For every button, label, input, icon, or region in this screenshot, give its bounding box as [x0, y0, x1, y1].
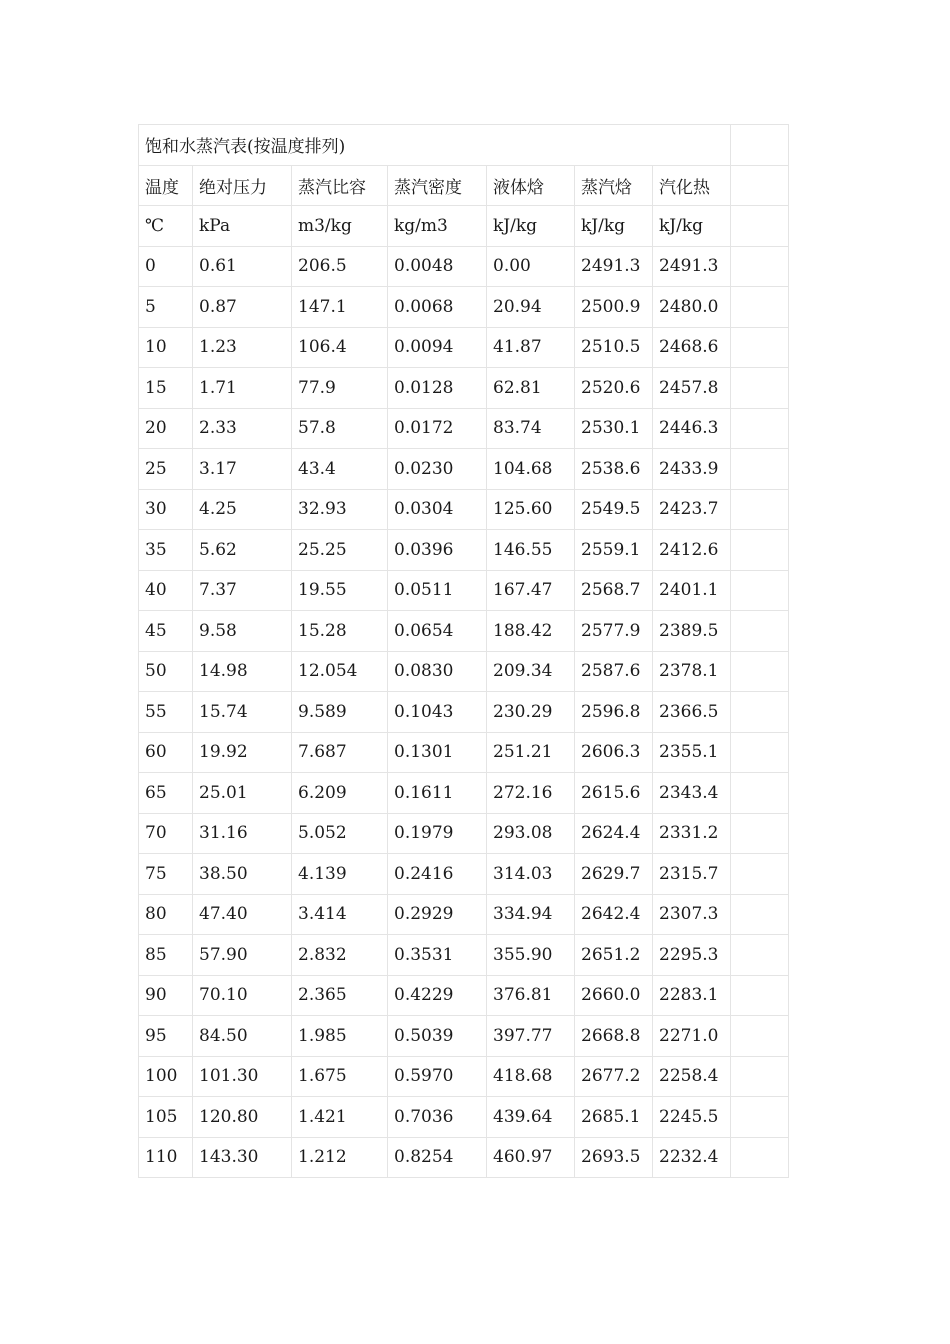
cell-absolute-pressure: 19.92 [193, 732, 292, 773]
cell-steam-density: 0.8254 [388, 1137, 487, 1178]
cell-temperature: 105 [139, 1097, 193, 1138]
cell-latent-heat: 2343.4 [653, 773, 731, 814]
cell-absolute-pressure: 4.25 [193, 489, 292, 530]
cell-latent-heat: 2468.6 [653, 327, 731, 368]
cell-latent-heat: 2315.7 [653, 854, 731, 895]
cell-liquid-enthalpy: 376.81 [487, 975, 575, 1016]
empty-cell [731, 125, 789, 166]
table-row [139, 570, 789, 611]
table-row [139, 854, 789, 895]
empty-cell [731, 854, 789, 895]
cell-liquid-enthalpy: 355.90 [487, 935, 575, 976]
cell-steam-density: 0.0830 [388, 651, 487, 692]
cell-temperature: 20 [139, 408, 193, 449]
cell-steam-enthalpy: 2538.6 [575, 449, 653, 490]
cell-steam-density: 0.1979 [388, 813, 487, 854]
cell-steam-enthalpy: 2559.1 [575, 530, 653, 571]
cell-steam-enthalpy: 2596.8 [575, 692, 653, 733]
table-body [139, 125, 789, 1178]
cell-absolute-pressure: 0.87 [193, 287, 292, 328]
cell-steam-enthalpy: 2549.5 [575, 489, 653, 530]
cell-steam-enthalpy: 2530.1 [575, 408, 653, 449]
cell-temperature: 25 [139, 449, 193, 490]
cell-steam-density: 0.1301 [388, 732, 487, 773]
cell-absolute-pressure: 70.10 [193, 975, 292, 1016]
cell-latent-heat: 2331.2 [653, 813, 731, 854]
cell-liquid-enthalpy: 167.47 [487, 570, 575, 611]
cell-steam-density: 0.0654 [388, 611, 487, 652]
cell-steam-density: 0.1611 [388, 773, 487, 814]
cell-specific-volume: 106.4 [292, 327, 388, 368]
empty-cell [731, 246, 789, 287]
cell-latent-heat: 2283.1 [653, 975, 731, 1016]
empty-cell [731, 368, 789, 409]
empty-cell [731, 449, 789, 490]
cell-steam-enthalpy: 2615.6 [575, 773, 653, 814]
cell-steam-enthalpy: 2587.6 [575, 651, 653, 692]
cell-specific-volume: 1.212 [292, 1137, 388, 1178]
unit-steam-enthalpy: kJ/kg [575, 206, 653, 247]
header-steam-enthalpy: 蒸汽焓 [575, 165, 653, 206]
cell-absolute-pressure: 1.23 [193, 327, 292, 368]
cell-specific-volume: 6.209 [292, 773, 388, 814]
cell-specific-volume: 25.25 [292, 530, 388, 571]
table-row [139, 408, 789, 449]
cell-absolute-pressure: 14.98 [193, 651, 292, 692]
units-row [139, 206, 789, 247]
empty-cell [731, 692, 789, 733]
cell-temperature: 45 [139, 611, 193, 652]
cell-absolute-pressure: 38.50 [193, 854, 292, 895]
cell-absolute-pressure: 31.16 [193, 813, 292, 854]
cell-specific-volume: 19.55 [292, 570, 388, 611]
cell-absolute-pressure: 120.80 [193, 1097, 292, 1138]
cell-liquid-enthalpy: 439.64 [487, 1097, 575, 1138]
table-row [139, 287, 789, 328]
cell-steam-density: 0.0396 [388, 530, 487, 571]
cell-steam-enthalpy: 2693.5 [575, 1137, 653, 1178]
cell-temperature: 15 [139, 368, 193, 409]
empty-cell [731, 611, 789, 652]
cell-liquid-enthalpy: 397.77 [487, 1016, 575, 1057]
cell-liquid-enthalpy: 209.34 [487, 651, 575, 692]
cell-steam-density: 0.0230 [388, 449, 487, 490]
cell-absolute-pressure: 47.40 [193, 894, 292, 935]
cell-absolute-pressure: 15.74 [193, 692, 292, 733]
cell-specific-volume: 12.054 [292, 651, 388, 692]
header-absolute-pressure: 绝对压力 [193, 165, 292, 206]
cell-steam-enthalpy: 2510.5 [575, 327, 653, 368]
cell-latent-heat: 2366.5 [653, 692, 731, 733]
cell-absolute-pressure: 25.01 [193, 773, 292, 814]
cell-steam-density: 0.0128 [388, 368, 487, 409]
cell-temperature: 65 [139, 773, 193, 814]
table-row [139, 975, 789, 1016]
cell-liquid-enthalpy: 230.29 [487, 692, 575, 733]
cell-steam-enthalpy: 2500.9 [575, 287, 653, 328]
cell-liquid-enthalpy: 41.87 [487, 327, 575, 368]
cell-temperature: 80 [139, 894, 193, 935]
cell-absolute-pressure: 84.50 [193, 1016, 292, 1057]
cell-steam-density: 0.4229 [388, 975, 487, 1016]
cell-temperature: 30 [139, 489, 193, 530]
cell-steam-density: 0.3531 [388, 935, 487, 976]
cell-latent-heat: 2258.4 [653, 1056, 731, 1097]
unit-temperature: ℃ [139, 206, 193, 247]
cell-specific-volume: 32.93 [292, 489, 388, 530]
empty-cell [731, 935, 789, 976]
cell-steam-density: 0.0172 [388, 408, 487, 449]
cell-steam-enthalpy: 2491.3 [575, 246, 653, 287]
table-row [139, 489, 789, 530]
cell-latent-heat: 2245.5 [653, 1097, 731, 1138]
cell-steam-enthalpy: 2660.0 [575, 975, 653, 1016]
table-row [139, 692, 789, 733]
cell-liquid-enthalpy: 125.60 [487, 489, 575, 530]
cell-latent-heat: 2295.3 [653, 935, 731, 976]
cell-specific-volume: 2.832 [292, 935, 388, 976]
cell-absolute-pressure: 1.71 [193, 368, 292, 409]
cell-steam-density: 0.2416 [388, 854, 487, 895]
cell-liquid-enthalpy: 314.03 [487, 854, 575, 895]
cell-specific-volume: 15.28 [292, 611, 388, 652]
cell-specific-volume: 1.985 [292, 1016, 388, 1057]
cell-steam-density: 0.0068 [388, 287, 487, 328]
empty-cell [731, 651, 789, 692]
table-row [139, 935, 789, 976]
cell-latent-heat: 2457.8 [653, 368, 731, 409]
cell-absolute-pressure: 101.30 [193, 1056, 292, 1097]
cell-specific-volume: 2.365 [292, 975, 388, 1016]
cell-latent-heat: 2433.9 [653, 449, 731, 490]
cell-specific-volume: 77.9 [292, 368, 388, 409]
cell-liquid-enthalpy: 20.94 [487, 287, 575, 328]
cell-steam-enthalpy: 2568.7 [575, 570, 653, 611]
empty-cell [731, 570, 789, 611]
cell-latent-heat: 2423.7 [653, 489, 731, 530]
table-row [139, 611, 789, 652]
cell-absolute-pressure: 3.17 [193, 449, 292, 490]
table-row [139, 813, 789, 854]
empty-cell [731, 530, 789, 571]
cell-temperature: 75 [139, 854, 193, 895]
cell-temperature: 85 [139, 935, 193, 976]
cell-latent-heat: 2480.0 [653, 287, 731, 328]
cell-steam-enthalpy: 2668.8 [575, 1016, 653, 1057]
cell-temperature: 50 [139, 651, 193, 692]
cell-latent-heat: 2378.1 [653, 651, 731, 692]
cell-liquid-enthalpy: 460.97 [487, 1137, 575, 1178]
table-row [139, 773, 789, 814]
cell-specific-volume: 7.687 [292, 732, 388, 773]
cell-liquid-enthalpy: 104.68 [487, 449, 575, 490]
cell-liquid-enthalpy: 62.81 [487, 368, 575, 409]
cell-temperature: 60 [139, 732, 193, 773]
cell-steam-density: 0.0048 [388, 246, 487, 287]
cell-absolute-pressure: 0.61 [193, 246, 292, 287]
cell-specific-volume: 206.5 [292, 246, 388, 287]
header-steam-density: 蒸汽密度 [388, 165, 487, 206]
empty-cell [731, 408, 789, 449]
cell-specific-volume: 57.8 [292, 408, 388, 449]
cell-latent-heat: 2491.3 [653, 246, 731, 287]
cell-absolute-pressure: 5.62 [193, 530, 292, 571]
cell-temperature: 35 [139, 530, 193, 571]
steam-table [138, 124, 789, 1178]
cell-temperature: 40 [139, 570, 193, 611]
cell-steam-density: 0.2929 [388, 894, 487, 935]
cell-steam-density: 0.0304 [388, 489, 487, 530]
cell-absolute-pressure: 2.33 [193, 408, 292, 449]
table-title: 饱和水蒸汽表(按温度排列) [139, 125, 731, 166]
cell-steam-enthalpy: 2651.2 [575, 935, 653, 976]
cell-latent-heat: 2355.1 [653, 732, 731, 773]
empty-cell [731, 1016, 789, 1057]
cell-specific-volume: 1.675 [292, 1056, 388, 1097]
cell-temperature: 5 [139, 287, 193, 328]
cell-steam-density: 0.1043 [388, 692, 487, 733]
cell-specific-volume: 5.052 [292, 813, 388, 854]
cell-liquid-enthalpy: 334.94 [487, 894, 575, 935]
table-row [139, 651, 789, 692]
cell-specific-volume: 9.589 [292, 692, 388, 733]
cell-liquid-enthalpy: 146.55 [487, 530, 575, 571]
cell-absolute-pressure: 57.90 [193, 935, 292, 976]
empty-cell [731, 1097, 789, 1138]
cell-steam-density: 0.7036 [388, 1097, 487, 1138]
cell-steam-density: 0.0511 [388, 570, 487, 611]
empty-cell [731, 732, 789, 773]
cell-liquid-enthalpy: 293.08 [487, 813, 575, 854]
cell-steam-density: 0.0094 [388, 327, 487, 368]
empty-cell [731, 489, 789, 530]
cell-steam-density: 0.5039 [388, 1016, 487, 1057]
cell-absolute-pressure: 9.58 [193, 611, 292, 652]
header-temperature: 温度 [139, 165, 193, 206]
table-row [139, 368, 789, 409]
cell-absolute-pressure: 143.30 [193, 1137, 292, 1178]
cell-temperature: 55 [139, 692, 193, 733]
cell-latent-heat: 2271.0 [653, 1016, 731, 1057]
table-row [139, 1016, 789, 1057]
cell-steam-enthalpy: 2624.4 [575, 813, 653, 854]
cell-steam-enthalpy: 2577.9 [575, 611, 653, 652]
unit-specific-volume: m3/kg [292, 206, 388, 247]
cell-steam-enthalpy: 2520.6 [575, 368, 653, 409]
header-latent-heat: 汽化热 [653, 165, 731, 206]
cell-steam-enthalpy: 2677.2 [575, 1056, 653, 1097]
table-row [139, 1056, 789, 1097]
empty-cell [731, 813, 789, 854]
cell-liquid-enthalpy: 188.42 [487, 611, 575, 652]
table-row [139, 732, 789, 773]
cell-latent-heat: 2389.5 [653, 611, 731, 652]
cell-temperature: 90 [139, 975, 193, 1016]
cell-temperature: 70 [139, 813, 193, 854]
cell-specific-volume: 1.421 [292, 1097, 388, 1138]
table-row [139, 246, 789, 287]
empty-cell [731, 1137, 789, 1178]
empty-cell [731, 165, 789, 206]
empty-cell [731, 1056, 789, 1097]
cell-liquid-enthalpy: 272.16 [487, 773, 575, 814]
cell-steam-enthalpy: 2629.7 [575, 854, 653, 895]
empty-cell [731, 327, 789, 368]
table-row [139, 530, 789, 571]
table-row [139, 1137, 789, 1178]
unit-latent-heat: kJ/kg [653, 206, 731, 247]
header-row [139, 165, 789, 206]
unit-absolute-pressure: kPa [193, 206, 292, 247]
cell-latent-heat: 2446.3 [653, 408, 731, 449]
cell-latent-heat: 2401.1 [653, 570, 731, 611]
cell-steam-enthalpy: 2685.1 [575, 1097, 653, 1138]
cell-specific-volume: 4.139 [292, 854, 388, 895]
header-specific-volume: 蒸汽比容 [292, 165, 388, 206]
unit-liquid-enthalpy: kJ/kg [487, 206, 575, 247]
cell-liquid-enthalpy: 251.21 [487, 732, 575, 773]
cell-liquid-enthalpy: 0.00 [487, 246, 575, 287]
cell-temperature: 110 [139, 1137, 193, 1178]
cell-latent-heat: 2307.3 [653, 894, 731, 935]
unit-steam-density: kg/m3 [388, 206, 487, 247]
cell-steam-enthalpy: 2606.3 [575, 732, 653, 773]
empty-cell [731, 206, 789, 247]
cell-specific-volume: 3.414 [292, 894, 388, 935]
table-row [139, 1097, 789, 1138]
table-row [139, 327, 789, 368]
cell-liquid-enthalpy: 83.74 [487, 408, 575, 449]
cell-steam-density: 0.5970 [388, 1056, 487, 1097]
cell-specific-volume: 43.4 [292, 449, 388, 490]
empty-cell [731, 773, 789, 814]
cell-temperature: 0 [139, 246, 193, 287]
cell-latent-heat: 2232.4 [653, 1137, 731, 1178]
cell-temperature: 10 [139, 327, 193, 368]
table-row [139, 894, 789, 935]
cell-temperature: 95 [139, 1016, 193, 1057]
cell-temperature: 100 [139, 1056, 193, 1097]
empty-cell [731, 894, 789, 935]
cell-latent-heat: 2412.6 [653, 530, 731, 571]
empty-cell [731, 975, 789, 1016]
empty-cell [731, 287, 789, 328]
cell-specific-volume: 147.1 [292, 287, 388, 328]
title-row [139, 125, 789, 166]
cell-steam-enthalpy: 2642.4 [575, 894, 653, 935]
header-liquid-enthalpy: 液体焓 [487, 165, 575, 206]
cell-absolute-pressure: 7.37 [193, 570, 292, 611]
table-row [139, 449, 789, 490]
cell-liquid-enthalpy: 418.68 [487, 1056, 575, 1097]
